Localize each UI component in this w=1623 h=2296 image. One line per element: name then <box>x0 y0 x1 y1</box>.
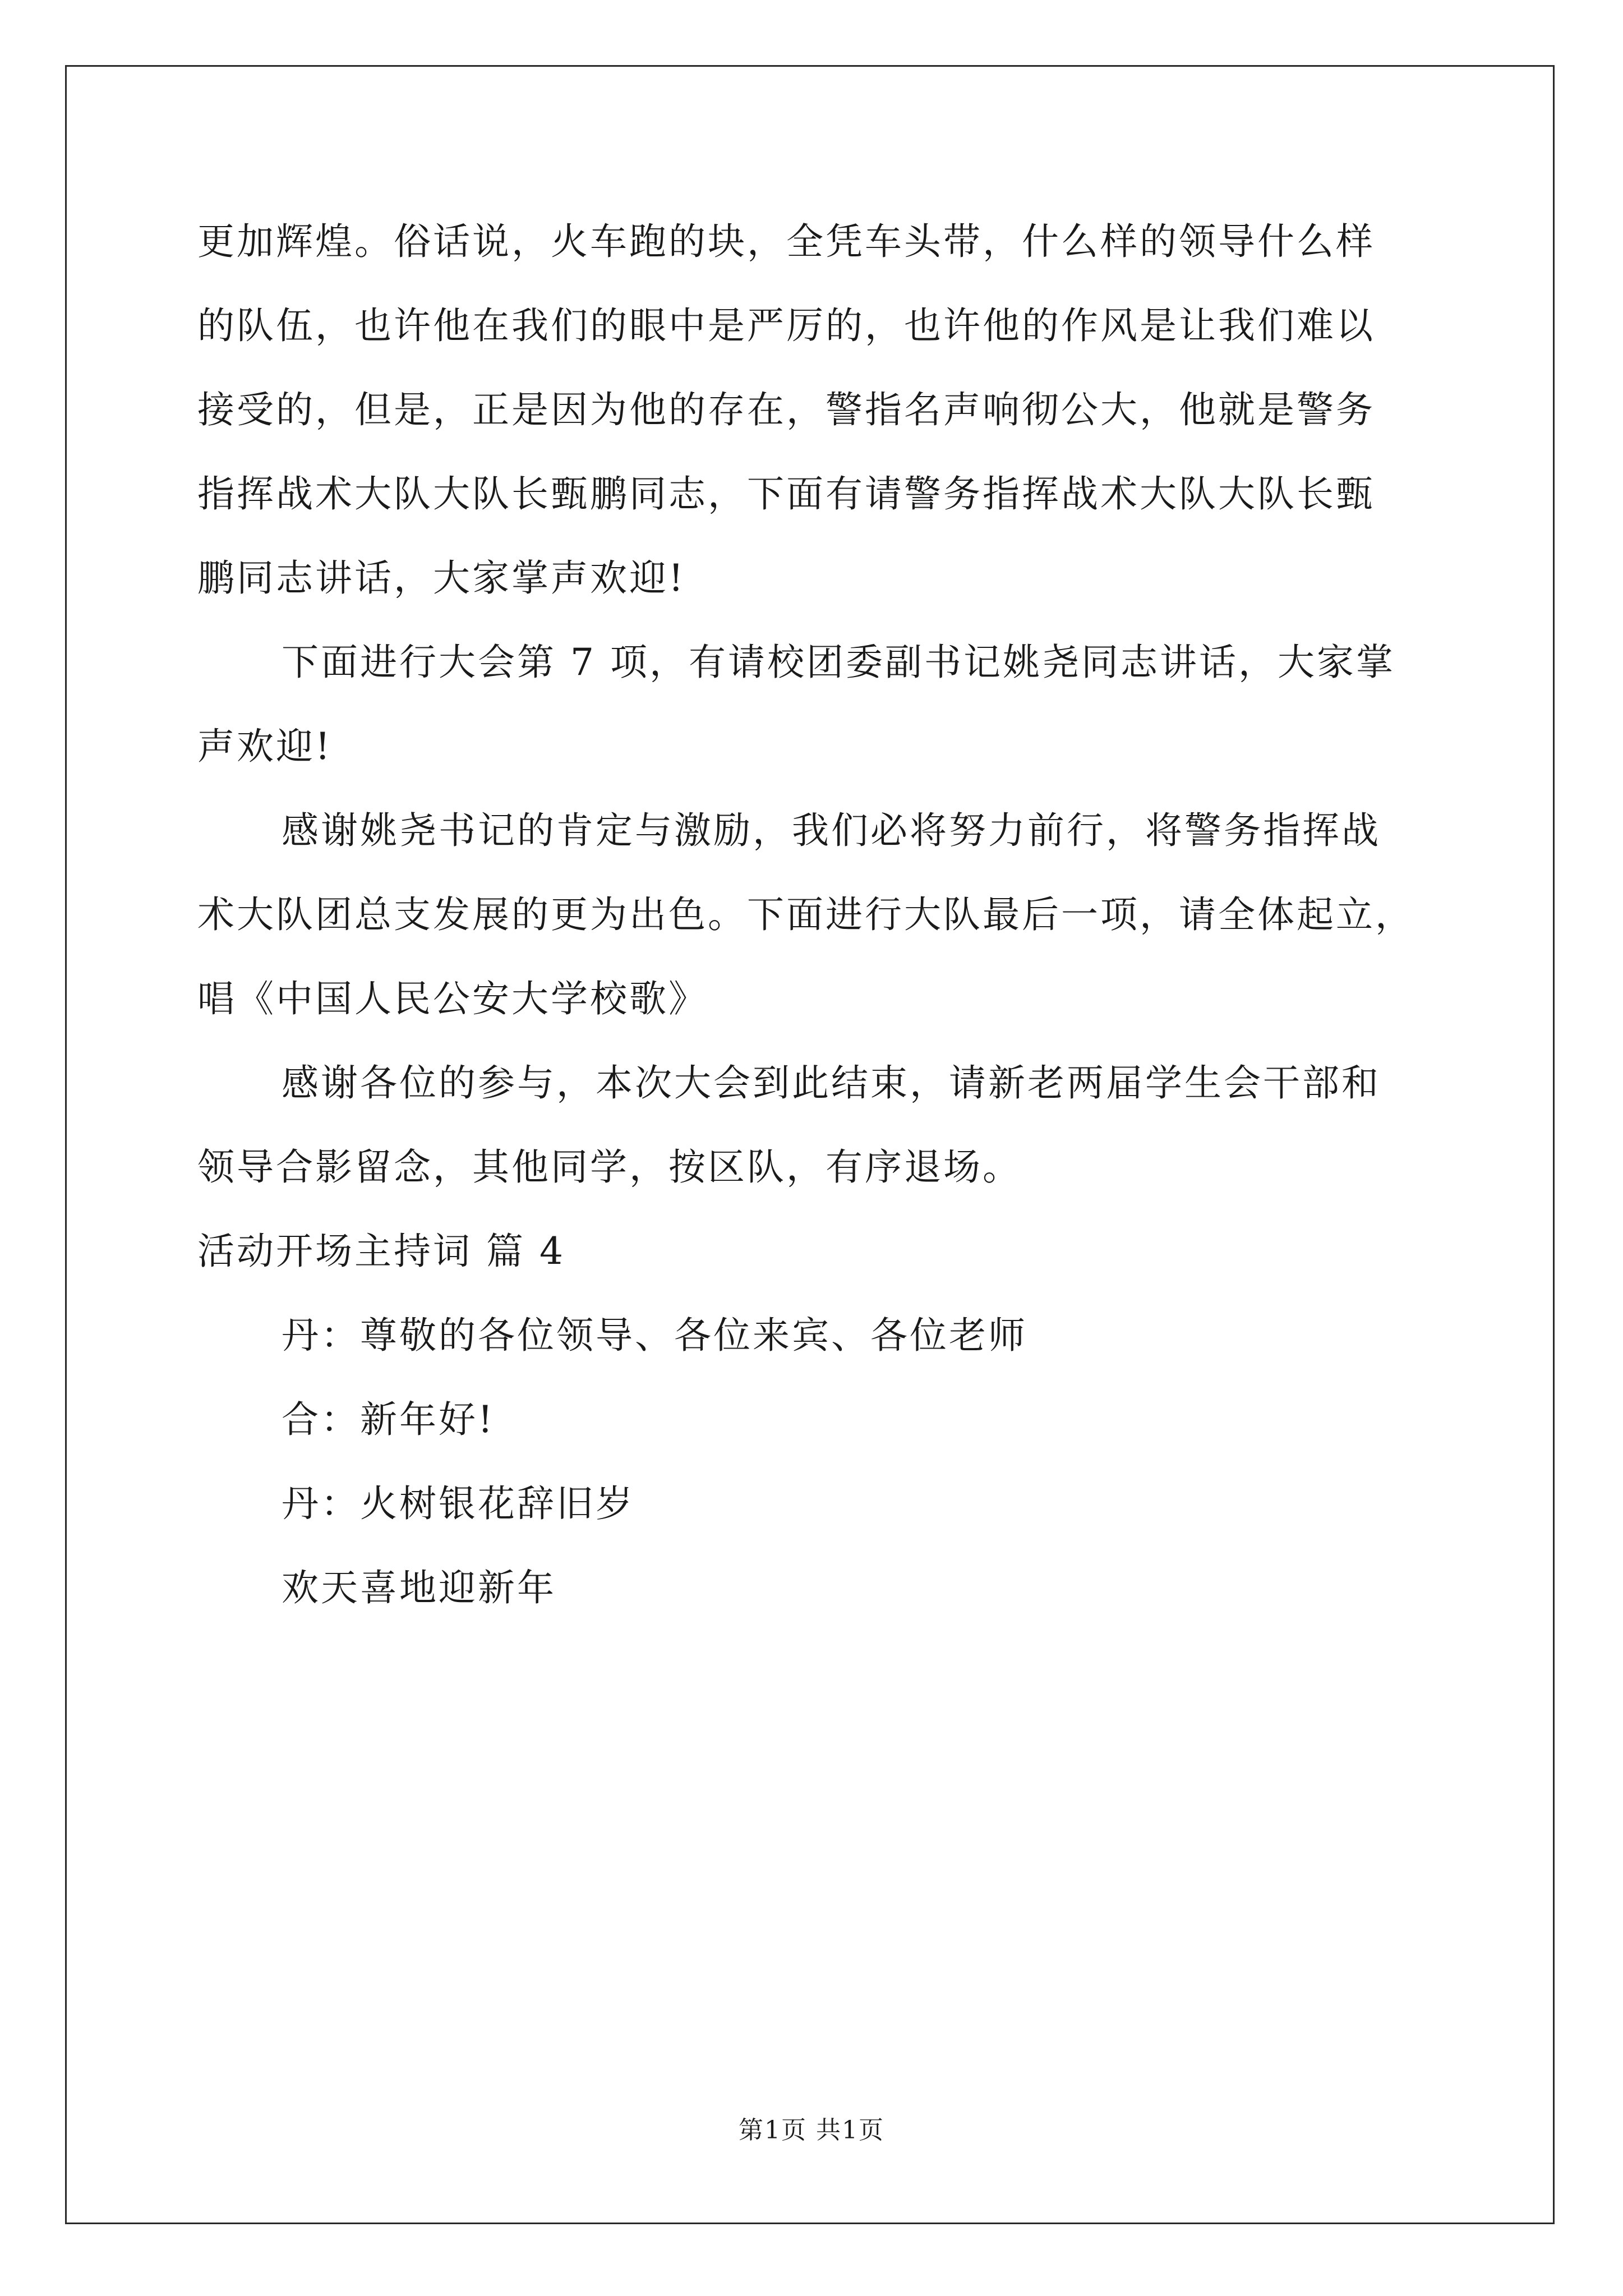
paragraph-start-line: 感谢姚尧书记的肯定与激励，我们必将努力前行，将警务指挥战 <box>282 809 1381 852</box>
text-line: 更加辉煌。俗话说，火车跑的块，全凭车头带，什么样的领导什么样 <box>197 220 1375 263</box>
text-line: 术大队团总支发展的更为出色。下面进行大队最后一项，请全体起立， <box>197 893 1414 936</box>
text-line: 声欢迎! <box>197 725 333 768</box>
text-line: 指挥战术大队大队长甄鹏同志，下面有请警务指挥战术大队大队长甄 <box>197 472 1375 516</box>
dialogue-line: 丹：火树银花辞旧岁 <box>282 1482 635 1525</box>
page-number-footer: 第1页 共1页 <box>739 2116 884 2145</box>
text-line: 的队伍，也许他在我们的眼中是严厉的，也许他的作风是让我们难以 <box>197 304 1375 347</box>
text-line: 领导合影留念，其他同学，按区队，有序退场。 <box>197 1145 1022 1189</box>
text-line: 唱《中国人民公安大学校歌》 <box>197 977 708 1020</box>
section-heading: 活动开场主持词 篇 4 <box>197 1230 565 1273</box>
dialogue-line: 合：新年好! <box>282 1398 495 1441</box>
paragraph-start-line: 下面进行大会第 7 项，有请校团委副书记姚尧同志讲话，大家掌 <box>282 641 1395 684</box>
dialogue-line: 欢天喜地迎新年 <box>282 1566 556 1609</box>
text-line: 鹏同志讲话，大家掌声欢迎! <box>197 556 686 600</box>
text-line: 接受的，但是，正是因为他的存在，警指名声响彻公大，他就是警务 <box>197 388 1375 431</box>
paragraph-start-line: 感谢各位的参与，本次大会到此结束，请新老两届学生会干部和 <box>282 1061 1381 1105</box>
dialogue-line: 丹：尊敬的各位领导、各位来宾、各位老师 <box>282 1314 1027 1357</box>
document-body <box>197 213 1448 1644</box>
